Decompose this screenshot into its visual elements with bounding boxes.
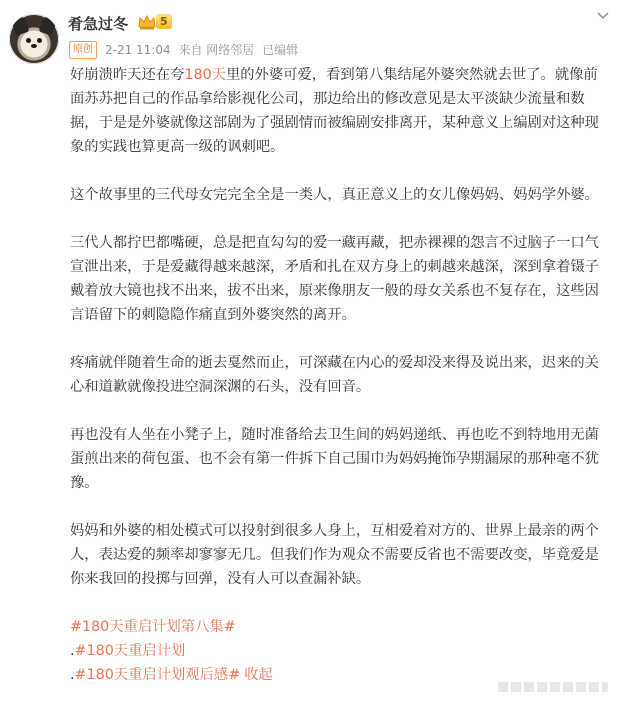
original-badge: 原创 xyxy=(69,41,97,59)
vip-level-badge[interactable]: 5 xyxy=(156,14,172,29)
paragraph: 再也没有人坐在小凳子上，随时准备给去卫生间的妈妈递纸、再也吃不到特地用无菌蛋煎出来的荷包蛋、也不会有第一件拆下自己围巾为妈妈掩饰孕期漏尿的那种毫不犹豫。 xyxy=(70,427,599,491)
hashtag[interactable]: .#180天重启计划 xyxy=(70,643,186,659)
hashtag[interactable]: #180天重启计划第八集# xyxy=(70,619,236,635)
crown-icon xyxy=(137,13,157,31)
paragraph: 疼痛就伴随着生命的逝去戛然而止，可深藏在内心的爱却没来得及说出来，迟来的关心和道歉就像投进空洞深渊的石头，没有回音。 xyxy=(70,355,599,395)
paragraph: 三代人都拧巴都嘴硬，总是把直勾勾的爱一藏再藏，把赤裸裸的怨言不过脑子一口气宣泄出来，于是爱藏得越来越深，矛盾和扎在双方身上的刺越来越深，深到拿着镊子戴着放大镜也找不出来，拔不出来，原来像朋友一般的母女关系也不复存在，这些因言语留下的刺隐隐作痛直到外婆突然的离开。 xyxy=(70,235,599,323)
avatar-eye xyxy=(26,38,31,43)
hashtag-list xyxy=(70,615,606,687)
avatar-nose xyxy=(31,44,37,48)
avatar-ear xyxy=(10,14,29,36)
avatar-eye xyxy=(37,38,42,43)
chevron-down-icon[interactable] xyxy=(595,8,611,24)
avatar-ear xyxy=(38,14,57,36)
paragraph: 好崩溃昨天还在夸180天里的外婆可爱，看到第八集结尾外婆突然就去世了。就像前面苏苏把自己的作品拿给影视化公司，那边给出的修改意见是太平淡缺少流量和数据，于是是外婆就像这部剧为了强剧情而被编剧安排离开，某种意义上编剧对这种现象的实践也算更高一级的讽刺吧。 xyxy=(70,67,599,155)
paragraph: 这个故事里的三代母女完完全全是一类人，真正意义上的女儿像妈妈、妈妈学外婆。 xyxy=(70,187,599,203)
hashtag[interactable]: .#180天重启计划观后感# 收起 xyxy=(70,667,273,683)
highlight-link[interactable]: 180天 xyxy=(184,67,226,83)
post-meta xyxy=(105,41,302,59)
user-name[interactable]: 肴急过冬 xyxy=(68,15,129,33)
collapse-link[interactable]: 收起 xyxy=(244,667,273,683)
edited-label[interactable]: 已编辑 xyxy=(262,43,299,57)
post-content xyxy=(70,63,606,687)
post-time[interactable]: 2-21 11:04 xyxy=(105,43,171,57)
avatar[interactable] xyxy=(9,14,59,64)
post-source: 来自 网络邻居 xyxy=(178,43,255,57)
watermark xyxy=(498,682,608,692)
paragraph: 妈妈和外婆的相处模式可以投射到很多人身上，互相爱着对方的、世界上最亲的两个人，表达爱的频率却寥寥无几。但我们作为观众不需要反省也不需要改变，毕竟爱是你来我回的投掷与回弹，没有人可以查漏补缺。 xyxy=(70,523,599,587)
